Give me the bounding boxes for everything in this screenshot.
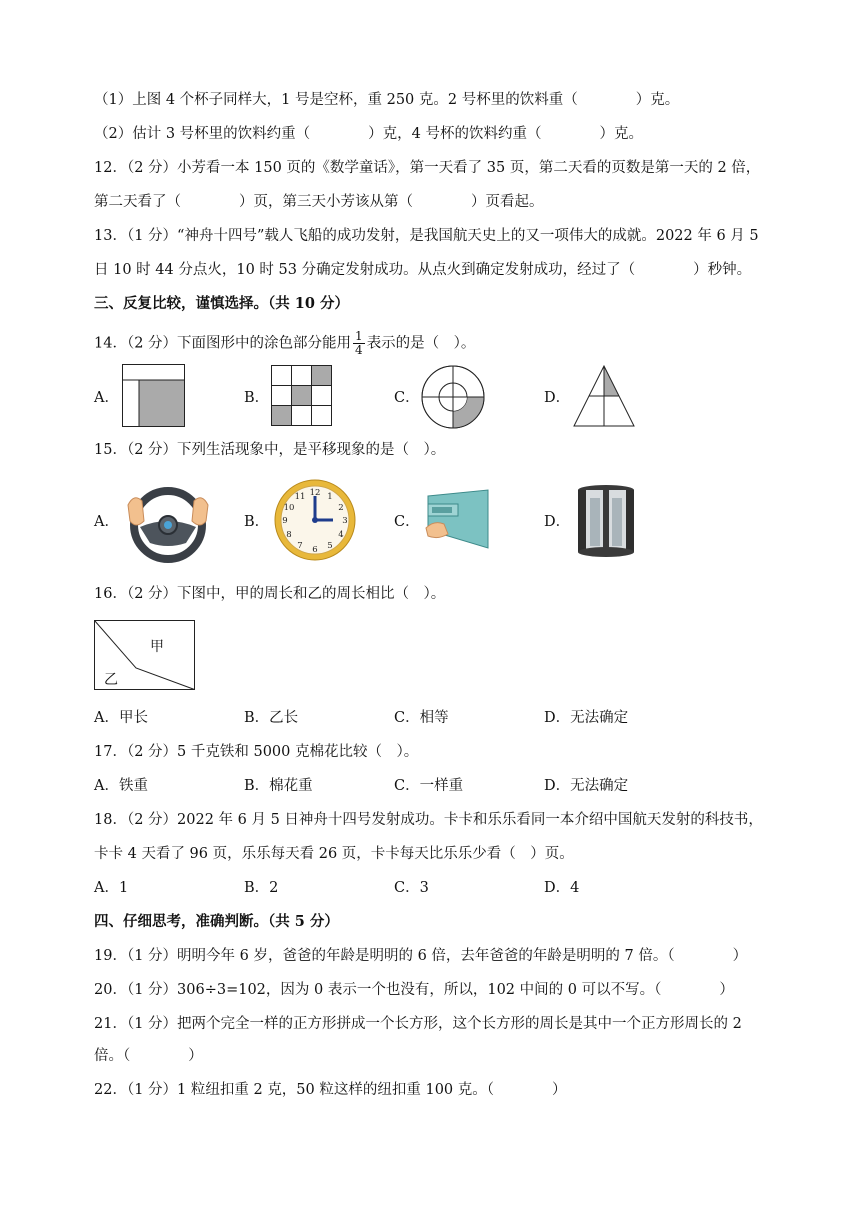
clock-numeral-4: 4 bbox=[338, 530, 344, 540]
q16-stem: 16．（2 分）下图中，甲的周长和乙的周长相比（ ）。 bbox=[94, 586, 446, 602]
clock-numeral-10: 10 bbox=[283, 503, 295, 513]
q17-option-b: B．棉花重 bbox=[244, 778, 313, 794]
clock-numeral-5: 5 bbox=[327, 541, 333, 551]
q15-label-b: B． bbox=[244, 514, 270, 530]
q16-option-d: D．无法确定 bbox=[544, 710, 629, 726]
clock-numeral-1: 1 bbox=[327, 492, 333, 502]
q18-option-d: D．4 bbox=[544, 880, 580, 896]
q18-option-b: B．2 bbox=[244, 880, 279, 896]
q14-stem-pre: 14．（2 分）下面图形中的涂色部分能用 bbox=[94, 335, 352, 352]
clock-numeral-11: 11 bbox=[294, 492, 306, 502]
q17-stem: 17．（2 分）5 千克铁和 5000 克棉花比较（ ）。 bbox=[94, 744, 419, 760]
q14-figure-c bbox=[420, 364, 486, 430]
q12-line2: 第二天看了（ ）页，第三天小芳该从第（ ）页看起。 bbox=[94, 194, 544, 210]
q14-stem bbox=[94, 330, 475, 357]
clock-icon bbox=[270, 478, 360, 562]
q16-figure bbox=[94, 620, 196, 692]
sliding-window-icon bbox=[422, 490, 492, 550]
q18-option-c: C．3 bbox=[394, 880, 429, 896]
q18-line1: 18．（2 分）2022 年 6 月 5 日神舟十四号发射成功。卡卡和乐乐看同一本介绍中国航天发射的科技书， bbox=[94, 812, 763, 828]
q16-label-jia: 甲 bbox=[150, 639, 164, 655]
q14-label-a: A． bbox=[94, 390, 119, 406]
q18-option-a: A．1 bbox=[94, 880, 129, 896]
q14-figure-b bbox=[271, 365, 333, 427]
steering-wheel-icon bbox=[124, 487, 212, 563]
fraction-one-quarter bbox=[353, 330, 365, 357]
q11-part2: （2）估计 3 号杯里的饮料约重（ ）克，4 号杯的饮料约重（ ）克。 bbox=[94, 126, 644, 142]
q17-option-c: C．一样重 bbox=[394, 778, 464, 794]
clock-numeral-6: 6 bbox=[312, 545, 318, 555]
clock-numeral-3: 3 bbox=[342, 516, 348, 526]
fraction-numerator: 1 bbox=[355, 329, 363, 343]
q16-option-c: C．相等 bbox=[394, 710, 449, 726]
q11-part1: （1）上图 4 个杯子同样大，1 号是空杯，重 250 克。2 号杯里的饮料重（ ）克。 bbox=[94, 92, 680, 108]
clock-numeral-2: 2 bbox=[338, 503, 344, 513]
q19-stem: 19．（1 分）明明今年 6 岁，爸爸的年龄是明明的 6 倍，去年爸爸的年龄是明明的 7 倍。（ ） bbox=[94, 948, 748, 964]
q15-stem: 15．（2 分）下列生活现象中，是平移现象的是（ ）。 bbox=[94, 442, 446, 458]
revolving-door-icon bbox=[576, 484, 636, 558]
q14-figure-a bbox=[122, 364, 186, 428]
q15-label-c: C． bbox=[394, 514, 420, 530]
q22-stem: 22．（1 分）1 粒纽扣重 2 克，50 粒这样的纽扣重 100 克。（ ） bbox=[94, 1082, 567, 1098]
q14-label-d: D． bbox=[544, 390, 571, 406]
fraction-denominator: 4 bbox=[355, 343, 363, 357]
clock-numeral-7: 7 bbox=[297, 541, 303, 551]
q20-stem: 20．（1 分）306÷3=102，因为 0 表示一个也没有，所以，102 中间的 0 可以不写。（ ） bbox=[94, 982, 734, 998]
q17-option-a: A．铁重 bbox=[94, 778, 148, 794]
q14-label-b: B． bbox=[244, 390, 270, 406]
q13-line2: 日 10 时 44 分点火，10 时 53 分确定发射成功。从点火到确定发射成功，经过了（ ）秒钟。 bbox=[94, 262, 752, 278]
q14-stem-post: 表示的是（ ）。 bbox=[366, 335, 476, 352]
section-3-heading: 三、反复比较，谨慎选择。（共 10 分） bbox=[94, 295, 350, 312]
clock-numeral-12: 12 bbox=[309, 488, 321, 498]
q15-label-a: A． bbox=[94, 514, 119, 530]
q21-line2: 倍。（ ） bbox=[94, 1048, 203, 1064]
q16-option-a: A．甲长 bbox=[94, 710, 148, 726]
q16-option-b: B．乙长 bbox=[244, 710, 299, 726]
clock-numeral-8: 8 bbox=[286, 530, 292, 540]
q14-figure-d bbox=[572, 364, 636, 428]
q21-line1: 21．（1 分）把两个完全一样的正方形拼成一个长方形，这个长方形的周长是其中一个正方形周长的 2 bbox=[94, 1016, 742, 1032]
q13-line1: 13．（1 分）“神舟十四号”载人飞船的成功发射，是我国航天史上的又一项伟大的成就。2022 年 6 月 5 bbox=[94, 228, 759, 244]
q12-line1: 12．（2 分）小芳看一本 150 页的《数学童话》，第一天看了 35 页，第二天看的页数是第一天的 2 倍， bbox=[94, 160, 761, 176]
q18-line2: 卡卡 4 天看了 96 页，乐乐每天看 26 页，卡卡每天比乐乐少看（ ）页。 bbox=[94, 846, 574, 862]
q17-option-d: D．无法确定 bbox=[544, 778, 629, 794]
q14-label-c: C． bbox=[394, 390, 420, 406]
q16-label-yi: 乙 bbox=[104, 672, 118, 688]
section-4-heading: 四、仔细思考，准确判断。（共 5 分） bbox=[94, 913, 339, 930]
clock-numeral-9: 9 bbox=[282, 516, 288, 526]
q15-label-d: D． bbox=[544, 514, 571, 530]
